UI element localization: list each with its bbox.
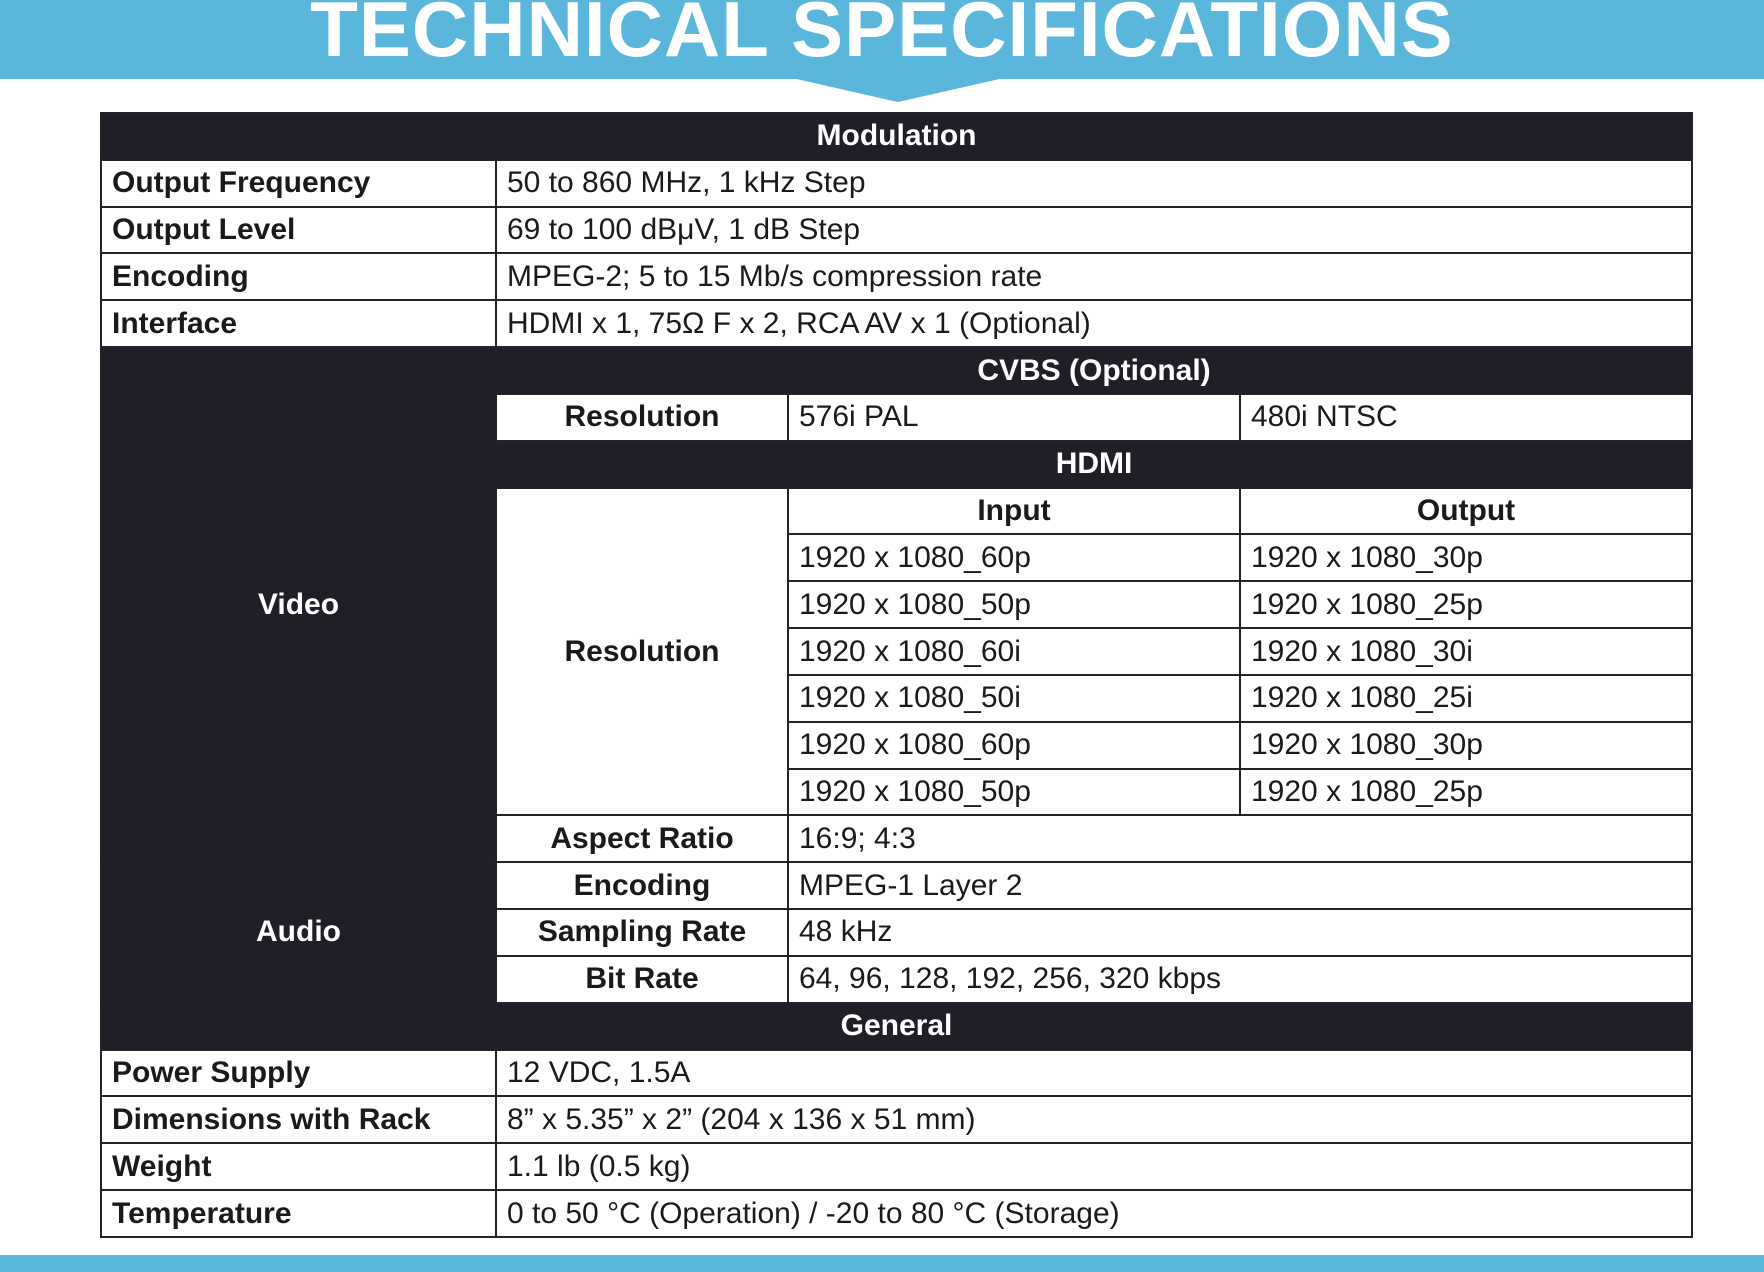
page-title: TECHNICAL SPECIFICATIONS <box>310 0 1454 73</box>
aspect-ratio-label: Aspect Ratio <box>496 815 788 862</box>
table-row <box>101 862 1692 909</box>
spec-value: 69 to 100 dBμV, 1 dB Step <box>496 207 1692 254</box>
hdmi-input-value: 1920 x 1080_50p <box>788 581 1240 628</box>
spec-label: Encoding <box>101 253 496 300</box>
audio-group-label: Audio <box>101 862 496 1002</box>
table-row <box>101 300 1692 347</box>
audio-label: Bit Rate <box>496 956 788 1003</box>
spec-value: 1.1 lb (0.5 kg) <box>496 1143 1692 1190</box>
hdmi-input-header: Input <box>788 488 1240 535</box>
hdmi-output-value: 1920 x 1080_25p <box>1240 581 1692 628</box>
spec-label: Temperature <box>101 1190 496 1237</box>
audio-label: Encoding <box>496 862 788 909</box>
hdmi-input-value: 1920 x 1080_60p <box>788 722 1240 769</box>
section-header-row <box>101 1003 1692 1050</box>
spec-value: MPEG-2; 5 to 15 Mb/s compression rate <box>496 253 1692 300</box>
hdmi-input-value: 1920 x 1080_60p <box>788 534 1240 581</box>
hdmi-output-value: 1920 x 1080_30i <box>1240 628 1692 675</box>
spec-value: 8” x 5.35” x 2” (204 x 136 x 51 mm) <box>496 1096 1692 1143</box>
section-header-row <box>101 113 1692 160</box>
cvbs-resolution-label: Resolution <box>496 394 788 441</box>
hdmi-input-value: 1920 x 1080_60i <box>788 628 1240 675</box>
spec-value: 12 VDC, 1.5A <box>496 1050 1692 1097</box>
hdmi-output-value: 1920 x 1080_30p <box>1240 534 1692 581</box>
title-banner <box>0 0 1764 79</box>
spec-label: Power Supply <box>101 1050 496 1097</box>
spec-value: 0 to 50 °C (Operation) / -20 to 80 °C (Storage) <box>496 1190 1692 1237</box>
table-row <box>101 1096 1692 1143</box>
hdmi-output-value: 1920 x 1080_25i <box>1240 675 1692 722</box>
table-row <box>101 1190 1692 1237</box>
table-row <box>101 160 1692 207</box>
spec-label: Interface <box>101 300 496 347</box>
hdmi-input-value: 1920 x 1080_50i <box>788 675 1240 722</box>
table-row <box>101 1143 1692 1190</box>
cvbs-resolution-pal: 576i PAL <box>788 394 1240 441</box>
spec-label: Output Level <box>101 207 496 254</box>
hdmi-resolution-label: Resolution <box>496 488 788 816</box>
spec-value: 50 to 860 MHz, 1 kHz Step <box>496 160 1692 207</box>
spec-value: HDMI x 1, 75Ω F x 2, RCA AV x 1 (Optional) <box>496 300 1692 347</box>
audio-value: 64, 96, 128, 192, 256, 320 kbps <box>788 956 1692 1003</box>
spec-label: Output Frequency <box>101 160 496 207</box>
table-row <box>101 347 1692 394</box>
banner-notch <box>792 78 1004 102</box>
hdmi-header: HDMI <box>496 441 1692 488</box>
table-row <box>101 1050 1692 1097</box>
cvbs-resolution-ntsc: 480i NTSC <box>1240 394 1692 441</box>
spec-table <box>100 112 1693 1238</box>
spec-label: Weight <box>101 1143 496 1190</box>
cvbs-header: CVBS (Optional) <box>496 347 1692 394</box>
section-modulation-header: Modulation <box>101 113 1692 160</box>
section-general-header: General <box>101 1003 1692 1050</box>
video-group-label: Video <box>101 347 496 862</box>
footer-bar <box>0 1255 1764 1272</box>
hdmi-output-value: 1920 x 1080_25p <box>1240 769 1692 816</box>
audio-value: 48 kHz <box>788 909 1692 956</box>
hdmi-output-value: 1920 x 1080_30p <box>1240 722 1692 769</box>
table-row <box>101 207 1692 254</box>
hdmi-output-header: Output <box>1240 488 1692 535</box>
table-row <box>101 253 1692 300</box>
hdmi-input-value: 1920 x 1080_50p <box>788 769 1240 816</box>
audio-label: Sampling Rate <box>496 909 788 956</box>
spec-label: Dimensions with Rack <box>101 1096 496 1143</box>
aspect-ratio-value: 16:9; 4:3 <box>788 815 1692 862</box>
audio-value: MPEG-1 Layer 2 <box>788 862 1692 909</box>
